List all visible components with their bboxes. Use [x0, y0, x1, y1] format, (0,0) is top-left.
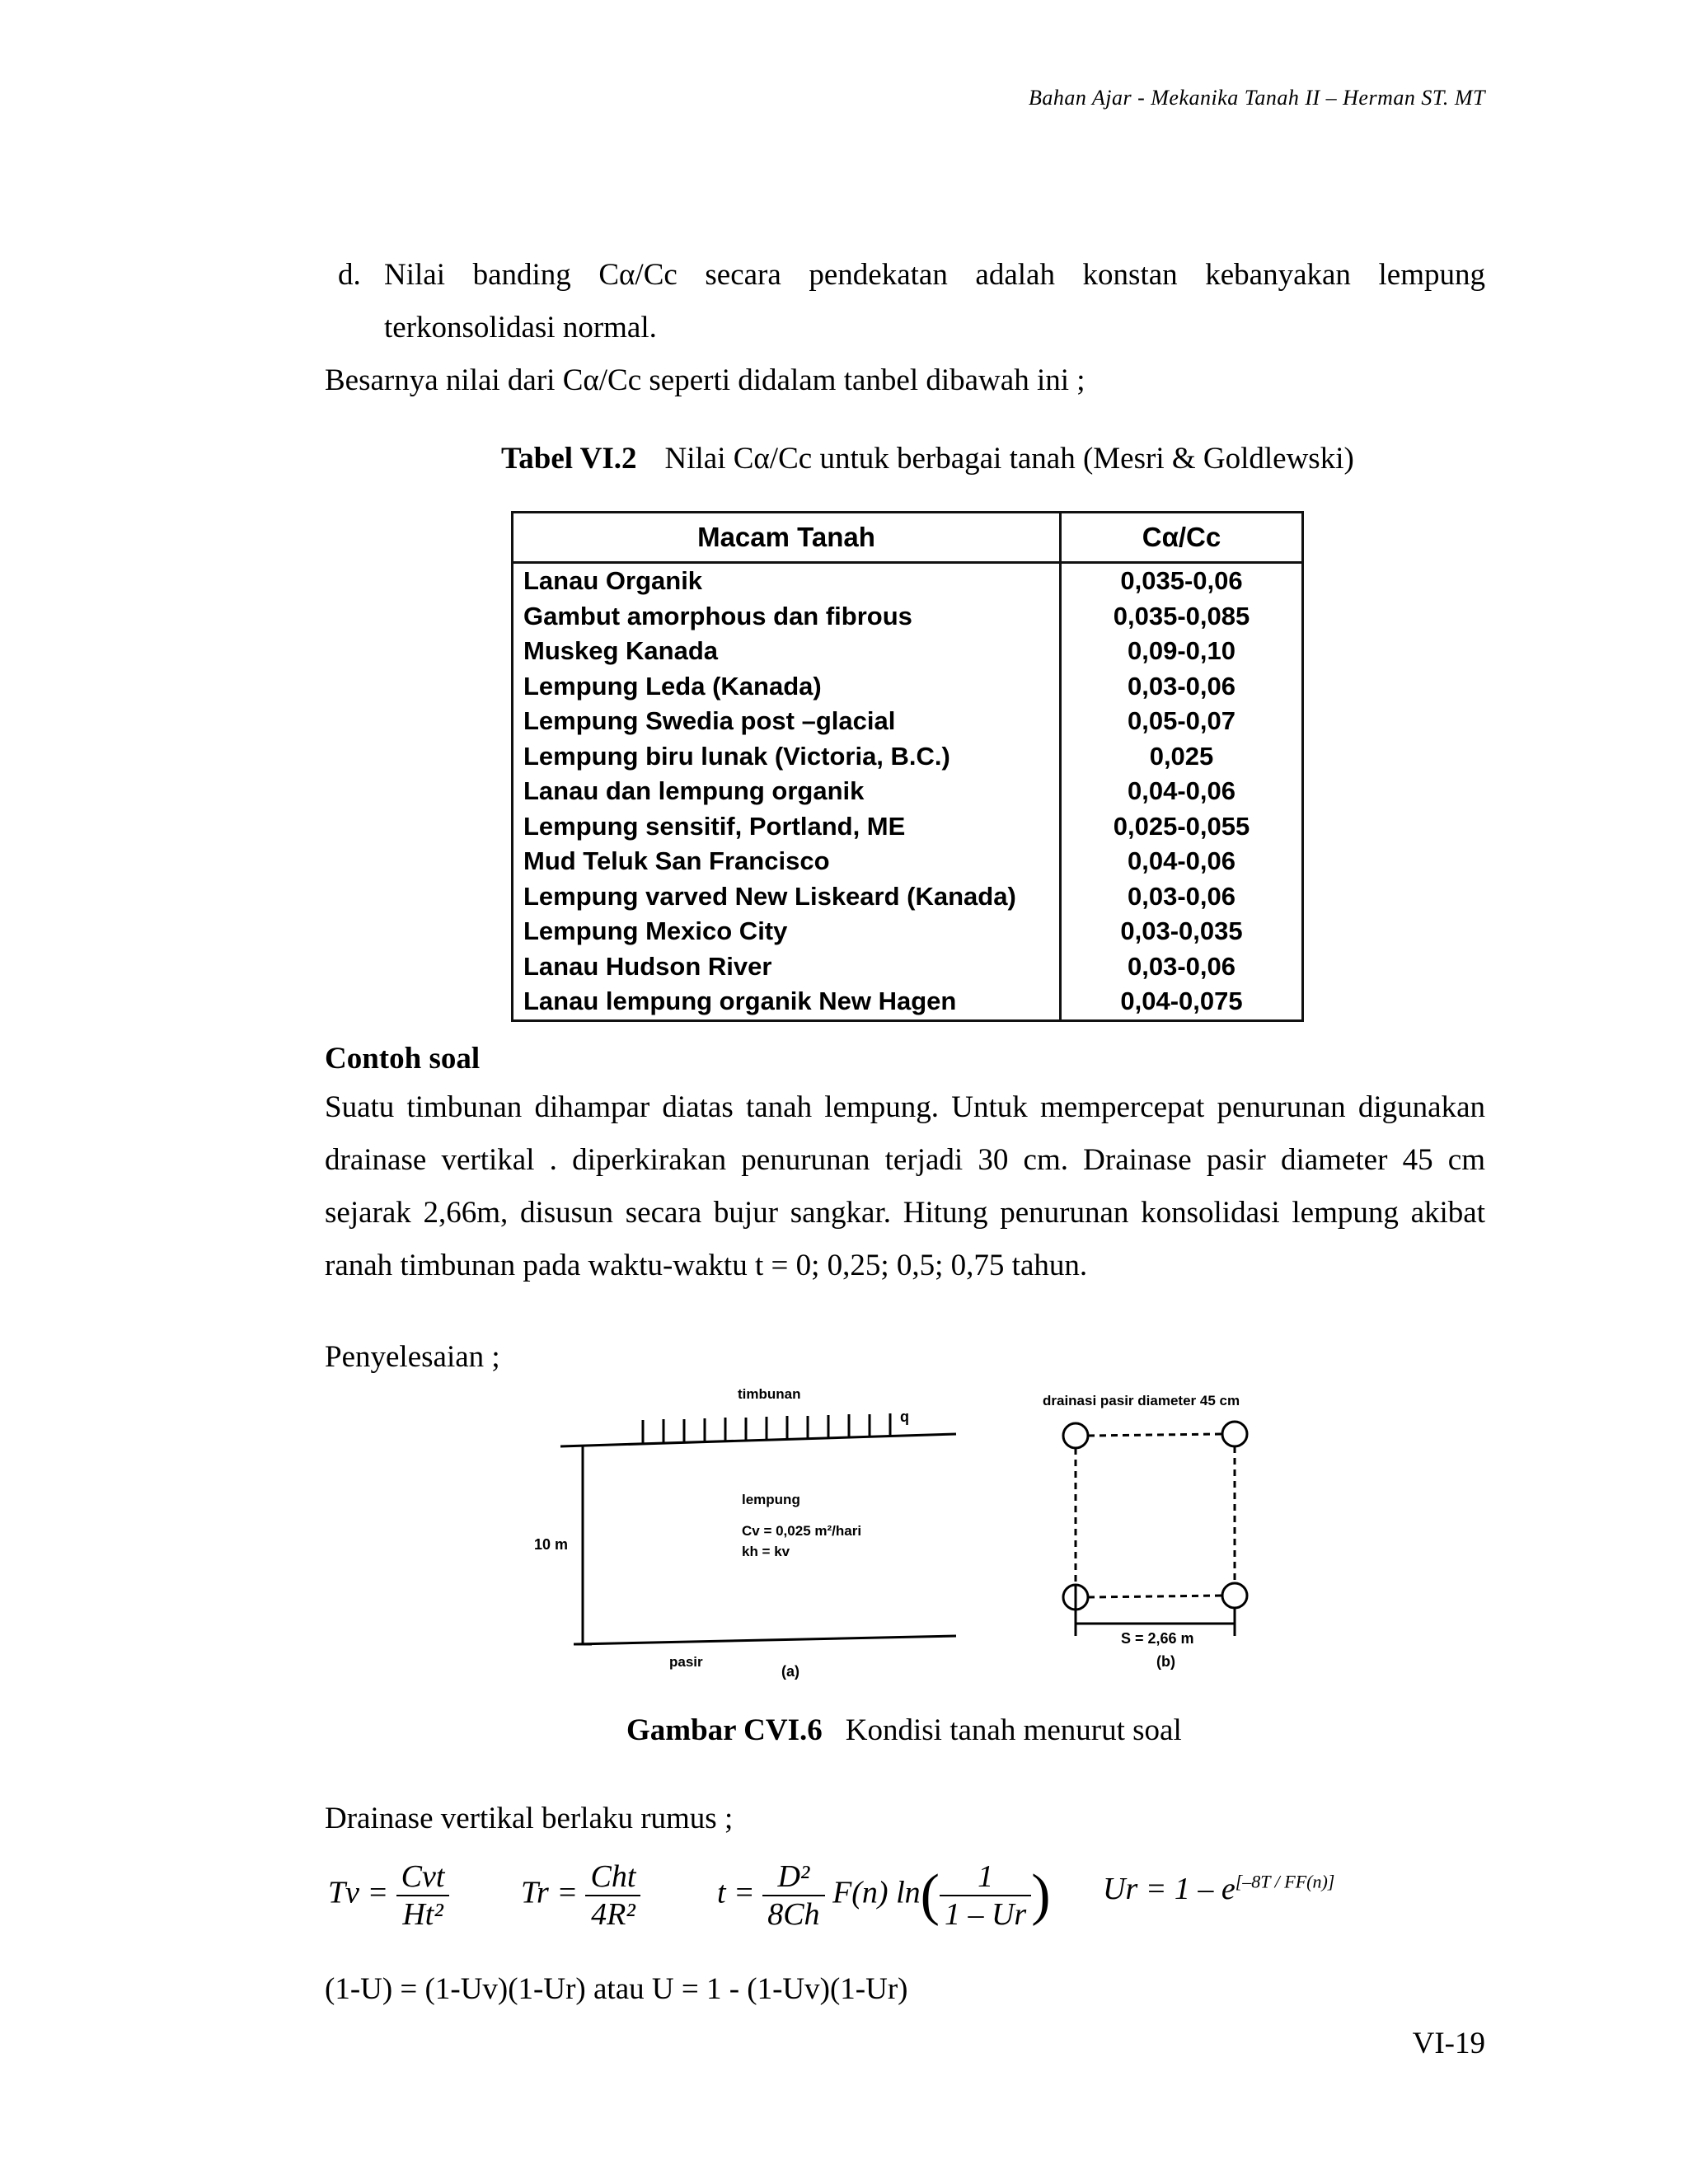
- soil-name-cell: Lanau Organik: [513, 563, 1061, 599]
- figure-b-label: (b): [1156, 1653, 1175, 1670]
- formula-exp: [–8T / FF(n)]: [1235, 1871, 1335, 1892]
- soil-name-cell: Lempung Swedia post –glacial: [513, 704, 1061, 739]
- soil-name-cell: Muskeg Kanada: [513, 634, 1061, 669]
- soil-name-cell: Gambut amorphous dan fibrous: [513, 599, 1061, 635]
- ratio-cell: 0,03-0,06: [1128, 951, 1236, 981]
- equation-line: (1-U) = (1-Uv)(1-Ur) atau U = 1 - (1-Uv)(1-Ur): [325, 1972, 908, 2006]
- formula-den: 4R²: [591, 1897, 635, 1932]
- table-row: [513, 599, 1303, 635]
- drain-text: Drainase vertikal berlaku rumus ;: [325, 1802, 734, 1835]
- example-line: drainase vertikal . diperkirakan penurunan terjadi 30 cm. Drainase pasir diameter 45 cm: [325, 1143, 1485, 1177]
- formula-num: Cvt: [396, 1858, 450, 1896]
- table-row: [513, 704, 1303, 739]
- formula-ur: [1103, 1871, 1334, 1907]
- page-header: Bahan Ajar - Mekanika Tanah II – Herman ST. MT: [1028, 86, 1485, 110]
- table-row: [513, 669, 1303, 705]
- ratio-cell: 0,05-0,07: [1128, 706, 1236, 736]
- page-number: VI-19: [1412, 2027, 1485, 2060]
- bottom-line: [575, 1636, 956, 1644]
- list-label: d.: [338, 258, 361, 292]
- table-caption-label: Tabel VI.2: [501, 442, 637, 476]
- formula-den: 8Ch: [767, 1897, 820, 1932]
- formula-den: 1 – Ur: [944, 1897, 1027, 1932]
- formula-mid: F(n) ln: [832, 1875, 921, 1910]
- drain-title: drainasi pasir diameter 45 cm: [1043, 1393, 1240, 1408]
- solution-heading: Penyelesaian ;: [325, 1340, 500, 1374]
- figure-caption: [626, 1713, 1182, 1748]
- example-line: ranah timbunan pada waktu-waktu t = 0; 0,25; 0,5; 0,75 tahun.: [325, 1249, 1088, 1282]
- table-row: [513, 809, 1303, 845]
- example-line: sejarak 2,66m, disusun secara bujur sangkar. Hitung penurunan konsolidasi lempung akibat: [325, 1196, 1485, 1230]
- pasir-label: pasir: [669, 1654, 703, 1670]
- spacing-label: S = 2,66 m: [1121, 1630, 1194, 1647]
- ratio-cell: 0,09-0,10: [1128, 636, 1236, 666]
- load-ticks: [643, 1413, 890, 1443]
- soil-name-cell: Lempung sensitif, Portland, ME: [513, 809, 1061, 845]
- table-row: [513, 949, 1303, 985]
- formula-lhs: t =: [717, 1875, 755, 1910]
- figure-a: [528, 1389, 973, 1694]
- ground-line: [560, 1434, 956, 1446]
- table-header-ratio: Cα/Cc: [1061, 513, 1303, 563]
- figure-b: [1034, 1389, 1306, 1685]
- example-text: [325, 1081, 1485, 1292]
- formula-tv: [328, 1858, 449, 1933]
- table-row: [513, 844, 1303, 879]
- table-row: [513, 914, 1303, 949]
- table-row: [513, 563, 1303, 599]
- table-row: [513, 774, 1303, 809]
- soil-name-cell: Lanau Hudson River: [513, 949, 1061, 985]
- drain-circle: [1063, 1423, 1088, 1448]
- ratio-cell: 0,025-0,055: [1113, 811, 1250, 841]
- soil-table: [511, 511, 1304, 1022]
- table-row: [513, 984, 1303, 1020]
- formula-num: 1: [940, 1858, 1031, 1896]
- soil-name-cell: Lanau dan lempung organik: [513, 774, 1061, 809]
- figure-caption-text: Kondisi tanah menurut soal: [845, 1713, 1182, 1747]
- ratio-cell: 0,03-0,035: [1120, 916, 1243, 946]
- table-row: [513, 739, 1303, 775]
- kh-label: kh = kv: [742, 1544, 790, 1559]
- cv-label: Cv = 0,025 m²/hari: [742, 1523, 862, 1539]
- formula-t: t = $\frac{\text{D²}}{8Ch}$ F(n) ln( $\frac{1}{1 - Ur}$ ): [717, 1859, 1051, 1932]
- list-line-1: Nilai banding Cα/Cc secara pendekatan adalah konstan kebanyakan lempung: [384, 258, 1485, 292]
- figure-caption-label: Gambar CVI.6: [626, 1713, 823, 1747]
- formula-tr: [521, 1858, 640, 1933]
- depth-label: 10 m: [534, 1536, 569, 1553]
- intro-text: Besarnya nilai dari Cα/Cc seperti didalam tanbel dibawah ini ;: [325, 363, 1085, 397]
- list-line-2: terkonsolidasi normal.: [384, 311, 657, 344]
- formula-den: Ht²: [402, 1897, 443, 1932]
- example-heading: Contoh soal: [325, 1042, 481, 1076]
- example-line: Suatu timbunan dihampar diatas tanah lempung. Untuk mempercepat penurunan digunakan: [325, 1090, 1485, 1124]
- formula-lhs: Tv =: [328, 1875, 389, 1910]
- ratio-cell: 0,04-0,075: [1120, 987, 1243, 1016]
- q-label: q: [900, 1408, 909, 1425]
- formula-num: D²: [762, 1858, 824, 1896]
- soil-name-cell: Lempung Mexico City: [513, 914, 1061, 949]
- formula-lhs: Tr =: [521, 1875, 578, 1910]
- ratio-cell: 0,035-0,085: [1113, 601, 1250, 630]
- ratio-cell: 0,035-0,06: [1120, 566, 1243, 596]
- table-row: [513, 879, 1303, 915]
- soil-name-cell: Lempung varved New Liskeard (Kanada): [513, 879, 1061, 915]
- formula-lhs: Ur = 1 – e: [1103, 1872, 1236, 1906]
- table-caption-text: Nilai Cα/Cc untuk berbagai tanah (Mesri & Goldlewski): [664, 442, 1354, 476]
- table-caption: [501, 441, 1354, 476]
- drain-circle: [1222, 1583, 1247, 1608]
- timbunan-label: timbunan: [738, 1389, 801, 1402]
- table-header-macam: Macam Tanah: [513, 513, 1061, 563]
- soil-name-cell: Lempung Leda (Kanada): [513, 669, 1061, 705]
- ratio-cell: 0,04-0,06: [1128, 846, 1236, 876]
- ratio-cell: 0,04-0,06: [1128, 776, 1236, 806]
- soil-name-cell: Mud Teluk San Francisco: [513, 844, 1061, 879]
- ratio-cell: 0,025: [1149, 741, 1214, 771]
- soil-name-cell: Lanau lempung organik New Hagen: [513, 984, 1061, 1020]
- ratio-cell: 0,03-0,06: [1128, 881, 1236, 911]
- formula-num: Cht: [585, 1858, 640, 1896]
- drain-circle: [1222, 1422, 1247, 1446]
- ratio-cell: 0,03-0,06: [1128, 671, 1236, 701]
- figure-a-label: (a): [781, 1663, 799, 1680]
- lempung-label: lempung: [742, 1492, 800, 1507]
- soil-name-cell: Lempung biru lunak (Victoria, B.C.): [513, 739, 1061, 775]
- table-row: [513, 634, 1303, 669]
